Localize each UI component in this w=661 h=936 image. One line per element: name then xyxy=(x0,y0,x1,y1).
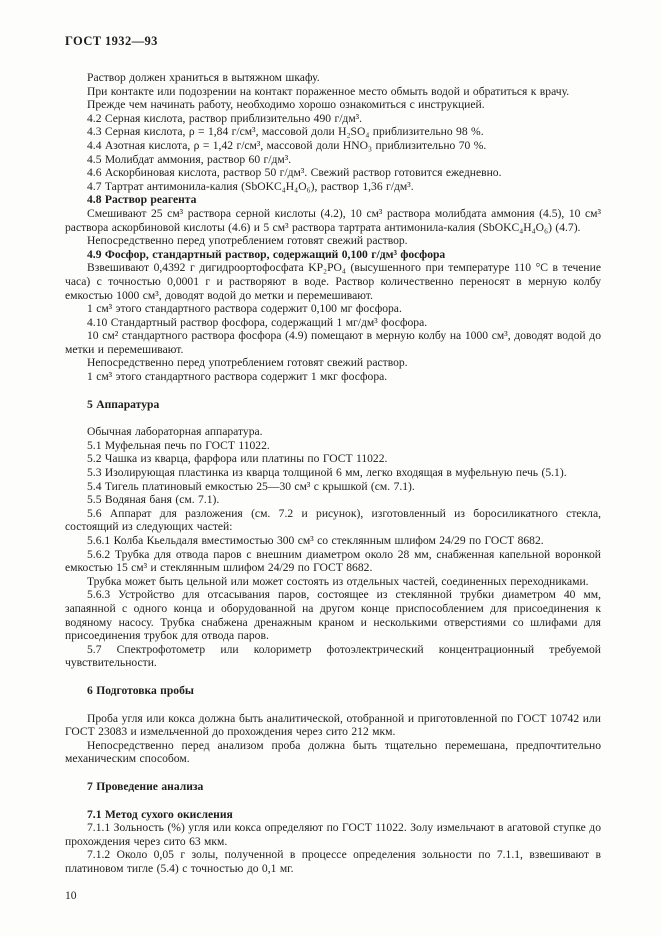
section-heading: 5 Аппаратура xyxy=(87,397,160,411)
paragraph: 5.6.1 Колба Кьельдаля вместимостью 300 см³ со стеклянным шлифом 24/29 по ГОСТ 8682. xyxy=(87,534,544,547)
paragraph: 7.1 Метод сухого окисления xyxy=(87,807,233,821)
paragraph: Проба угля или кокса должна быть аналитической, отобранной и приготовленной по ГОСТ 10742 или ГОСТ 23083 и измельченной до прохождения через сито 212 мкм. xyxy=(65,711,601,739)
paragraph: 4.7 Тартрат антимонила-калия (SbOKC₄H₄O₆), раствор 1,36 г/дм³. xyxy=(87,179,414,193)
paragraph: Непосредственно перед употреблением готовят свежий раствор. xyxy=(87,356,408,370)
paragraph: Смешивают 25 см³ раствора серной кислоты (4.2), 10 см³ раствора молибдата аммония (4.5), 10 см³ раствора аскорбиновой кислоты (4.6) и 5 см³ раствора тартрата антимонила-калия (SbOKC₄H₄O₆) (4.7). xyxy=(65,206,601,234)
paragraph: При контакте или подозрении на контакт пораженное место обмыть водой и обратиться к врачу. xyxy=(87,84,570,98)
paragraph: 5.1 Муфельная печь по ГОСТ 11022. xyxy=(87,438,270,452)
paragraph: 5.6 Аппарат для разложения (см. 7.2 и рисунок), изготовленный из боросиликатного стекла, состоящий из следующих частей: xyxy=(65,506,601,534)
paragraph: Обычная лабораторная аппаратура. xyxy=(87,425,263,439)
paragraph: 4.10 Стандартный раствор фосфора, содержащий 1 мг/дм³ фосфора. xyxy=(87,315,428,329)
paragraph: 7.1.2 Около 0,05 г золы, полученной в процессе определения зольности по 7.1.1, взвешивают в платиновом тигле (5.4) с точностью до 0,1 мг. xyxy=(65,848,601,875)
paragraph: 4.5 Молибдат аммония, раствор 60 г/дм³. xyxy=(87,152,292,166)
paragraph: 4.6 Аскорбиновая кислота, раствор 50 г/дм³. Свежий раствор готовится ежедневно. xyxy=(87,166,502,180)
section-heading: 6 Подготовка пробы xyxy=(87,683,194,697)
paragraph: 10 см² стандартного раствора фосфора (4.9) помещают в мерную колбу на 1000 см³, доводят водой до метки и перемешивают. xyxy=(65,329,601,356)
paragraph: Непосредственно перед анализом проба должна быть тщательно перемешана, предпочтительно механическим способом. xyxy=(65,738,601,766)
paragraph: 4.9 Фосфор, стандартный раствор, содержащий 0,100 г/дм³ фосфора xyxy=(87,247,446,261)
paragraph: 5.2 Чашка из кварца, фарфора или платины по ГОСТ 11022. xyxy=(87,452,388,466)
paragraph: Прежде чем начинать работу, необходимо хорошо ознакомиться с инструкцией. xyxy=(87,98,485,112)
document-body xyxy=(65,71,601,875)
paragraph: 5.4 Тигель платиновый емкостью 25—30 см³ с крышкой (см. 7.1). xyxy=(87,479,415,493)
paragraph: Взвешивают 0,4392 г дигидроортофосфата KP₂PO₄ (высушенного при температуре 110 °С в течение часа) с точностью 0,0001 г и растворяют в воде. Раствор количественно переносят в мерную колбу емкостью 1000 см³, доводят водой до метки и перемешивают. xyxy=(65,261,601,302)
section-heading: 7 Проведение анализа xyxy=(87,779,204,793)
paragraph: 7.1.1 Зольность (%) угля или кокса определяют по ГОСТ 11022. Золу измельчают в агатовой ступке до прохождения через сито 63 мкм. xyxy=(65,821,601,848)
paragraph: 5.3 Изолирующая пластинка из кварца толщиной 6 мм, легко входящая в муфельную печь (5.1). xyxy=(87,466,567,480)
paragraph: 4.2 Серная кислота, раствор приблизительно 490 г/дм³. xyxy=(87,111,363,125)
paragraph: 5.5 Водяная баня (см. 7.1). xyxy=(87,493,220,507)
paragraph: 1 см³ этого стандартного раствора содержит 0,100 мг фосфора. xyxy=(87,302,402,316)
paragraph: 4.3 Серная кислота, ρ = 1,84 г/см³, массовой доли H₂SO₄ приблизительно 98 %. xyxy=(87,125,484,139)
paragraph: 4.8 Раствор реагента xyxy=(87,193,197,207)
paragraph: 4.4 Азотная кислота, ρ = 1,42 г/см³, массовой доли HNO₃ приблизительно 70 %. xyxy=(87,138,487,152)
paragraph: 1 см³ этого стандартного раствора содержит 1 мкг фосфора. xyxy=(87,370,388,384)
paragraph: 5.7 Спектрофотометр или колориметр фотоэлектрический концентрационный требуемой чувствительности. xyxy=(65,642,601,670)
paragraph: Непосредственно перед употреблением готовят свежий раствор. xyxy=(87,234,408,248)
paragraph: Раствор должен храниться в вытяжном шкафу. xyxy=(87,71,320,84)
paragraph: 5.6.3 Устройство для отсасывания паров, состоящее из стеклянной трубки диаметром 40 мм, запаянной с одного конца и оборудованной на другом конце приспособлением для присоединения к водяному насосу. Трубка снабжена дренажным краном и несколькими отверстиями со шлифами для присоединения трубок для отвода паров. xyxy=(65,588,601,643)
paragraph: 5.6.2 Трубка для отвода паров с внешним диаметром около 28 мм, снабженная капельной воронкой емкостью 15 см³ и стеклянным шлифом 24/29 по ГОСТ 8682. xyxy=(65,547,601,575)
paragraph: Трубка может быть цельной или может состоять из отдельных частей, соединенных переходниками. xyxy=(87,574,589,588)
page-number: 10 xyxy=(65,889,77,903)
doc-header-standard-number: ГОСТ 1932—93 xyxy=(65,34,158,48)
